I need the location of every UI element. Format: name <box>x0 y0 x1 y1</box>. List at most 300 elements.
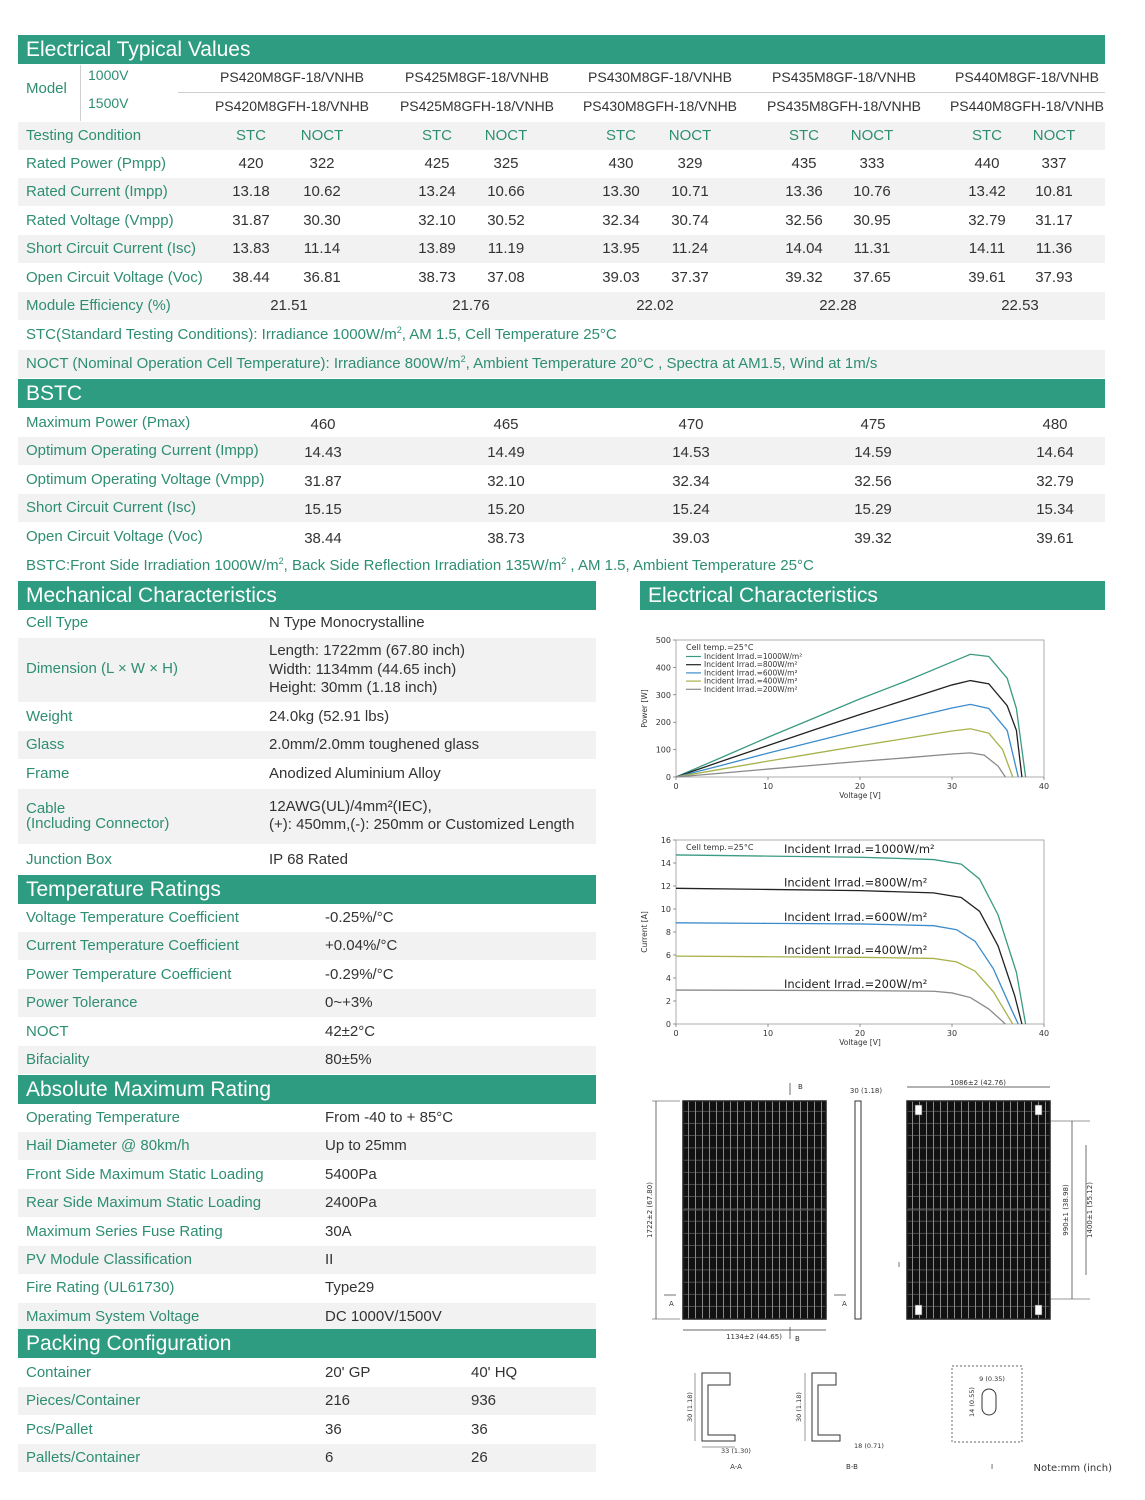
weight-value: 24.0kg (52.91 lbs) <box>269 708 390 725</box>
legend-label: Incident Irrad.=200W/m² <box>704 684 798 694</box>
electrical-row-label: Short Circuit Current (Isc) <box>26 240 197 258</box>
cable-label-line-2: (Including Connector) <box>26 815 170 832</box>
electrical-value: 10.62 <box>303 183 341 201</box>
dim-thickness-top-text: 30 (1.18) <box>849 1087 883 1095</box>
glass-row <box>18 731 596 759</box>
module-side-view <box>850 1087 882 1319</box>
y-tick-label: 0 <box>665 773 671 782</box>
y-tick-label: 12 <box>660 882 671 891</box>
cable-value <box>269 798 575 834</box>
noct-header: NOCT <box>850 127 894 144</box>
bstc-value: 15.29 <box>854 501 892 519</box>
dimension-line: Height: 30mm (1.18 inch) <box>269 679 438 696</box>
dimension-label: Dimension (L × W × H) <box>26 660 178 677</box>
cell-temp-label: Cell temp.=25°C <box>686 643 754 652</box>
absolute-row-value: Up to 25mm <box>325 1137 407 1155</box>
bstc-value: 39.03 <box>672 529 710 547</box>
y-tick-label: 14 <box>660 859 671 868</box>
noct-header: NOCT <box>668 127 712 144</box>
bstc-row <box>18 437 1105 465</box>
testing-condition-label: Testing Condition <box>26 127 142 144</box>
absolute-row-label: Front Side Maximum Static Loading <box>26 1165 264 1183</box>
bstc-note-sup-1: 2 <box>278 556 284 566</box>
cable-value-line-2: (+): 450mm,(-): 250mm or Customized Length <box>269 816 575 833</box>
electrical-value: 11.31 <box>853 240 891 258</box>
efficiency-value: 21.51 <box>270 297 308 314</box>
junction-value: IP 68 Rated <box>269 851 348 868</box>
absolute-row <box>18 1246 596 1274</box>
cable-value-line-1: 12AWG(UL)/4mm²(IEC), <box>269 798 432 815</box>
efficiency-label: Module Efficiency (%) <box>26 297 171 314</box>
electrical-value: 32.34 <box>602 211 640 229</box>
testing-condition-row <box>18 122 1105 150</box>
bstc-value: 14.64 <box>1036 444 1074 462</box>
absolute-row-label: Maximum System Voltage <box>26 1307 200 1325</box>
detail-i <box>952 1366 1022 1471</box>
x-tick-label: 10 <box>762 782 774 791</box>
electrical-row <box>18 178 1105 206</box>
glass-value: 2.0mm/2.0mm toughened glass <box>269 736 480 753</box>
electrical-value: 13.30 <box>602 183 640 201</box>
detail-label: I <box>990 1463 994 1471</box>
stc-header: STC <box>606 127 636 144</box>
temperature-row-label: Power Temperature Coefficient <box>26 965 232 983</box>
bstc-row-label: Short Circuit Current (Isc) <box>26 499 197 517</box>
packing-section-title: Packing Configuration <box>18 1329 596 1358</box>
model-row-divider <box>178 92 1105 93</box>
electrical-value: 13.24 <box>418 183 456 201</box>
electrical-value: 329 <box>677 155 703 172</box>
bstc-row-label: Open Circuit Voltage (Voc) <box>26 527 203 545</box>
y-tick-label: 500 <box>655 636 671 645</box>
electrical-value: 10.81 <box>1035 183 1073 201</box>
electrical-value: 325 <box>493 155 519 172</box>
packing-40hq-value: 36 <box>471 1420 488 1438</box>
electrical-row-label: Rated Power (Pmpp) <box>26 155 167 172</box>
cell-type-label: Cell Type <box>26 614 89 631</box>
y-axis-label: Current [A] <box>640 911 649 953</box>
electrical-value: 337 <box>1041 155 1067 172</box>
electrical-row-label: Rated Voltage (Vmpp) <box>26 211 174 229</box>
packing-40hq-value: 26 <box>471 1449 488 1467</box>
junction-row <box>18 846 596 874</box>
bstc-row <box>18 409 1105 437</box>
y-tick-label: 400 <box>655 663 671 673</box>
bstc-value: 38.44 <box>304 529 342 547</box>
y-tick-label: 300 <box>655 690 671 700</box>
x-axis-label: Voltage [V] <box>839 1038 881 1047</box>
model-1000-name: PS430M8GF-18/VNHB <box>588 69 732 85</box>
packing-40hq-value: 936 <box>471 1392 497 1410</box>
electrical-value: 10.76 <box>853 183 891 201</box>
stc-header: STC <box>422 127 452 144</box>
sec-b-label: B-B <box>846 1463 858 1471</box>
electrical-value: 420 <box>238 155 264 172</box>
stc-header: STC <box>972 127 1002 144</box>
stc-note-a: STC(Standard Testing Conditions): Irradiance 1000W/m <box>26 326 397 343</box>
sec-b-height-text: 30 (1.18) <box>795 1392 803 1422</box>
frame-value: Anodized Aluminium Alloy <box>269 765 441 782</box>
bstc-value: 480 <box>1042 416 1068 433</box>
electrical-value: 11.36 <box>1035 240 1073 258</box>
bstc-row <box>18 523 1105 551</box>
electrical-value: 32.10 <box>418 211 456 229</box>
glass-label: Glass <box>26 736 65 753</box>
x-tick-label: 30 <box>946 782 958 791</box>
x-tick-label: 30 <box>946 1029 958 1038</box>
electrical-value: 13.36 <box>785 183 823 201</box>
temperature-row-value: 42±2°C <box>325 1022 376 1040</box>
drawing-note: Note:mm (inch) <box>1033 1463 1112 1474</box>
electrical-value: 11.24 <box>671 240 709 258</box>
elec-char-section-title: Electrical Characteristics <box>640 581 1105 610</box>
sec-a-height-text: 30 (1.18) <box>686 1392 694 1422</box>
electrical-value: 10.71 <box>671 183 709 201</box>
absolute-row <box>18 1303 596 1331</box>
x-tick-label: 10 <box>762 1029 774 1038</box>
noct-note <box>18 350 1105 378</box>
absolute-row-label: PV Module Classification <box>26 1251 192 1268</box>
frame-row <box>18 760 596 788</box>
series-label: Incident Irrad.=1000W/m² <box>784 841 935 856</box>
dimension-line: Length: 1722mm (67.80 inch) <box>269 642 465 659</box>
x-axis-label: Voltage [V] <box>839 791 881 800</box>
absolute-row-label: Fire Rating (UL61730) <box>26 1279 175 1297</box>
series-label: Incident Irrad.=800W/m² <box>784 875 928 890</box>
electrical-value: 14.04 <box>785 240 823 258</box>
absolute-row-value: Type29 <box>325 1279 375 1297</box>
dimension-value <box>269 642 465 698</box>
series-label: Incident Irrad.=600W/m² <box>784 909 928 924</box>
absolute-section-title: Absolute Maximum Rating <box>18 1075 596 1104</box>
series-label: Incident Irrad.=400W/m² <box>784 943 928 958</box>
packing-20gp-value: 6 <box>325 1449 334 1467</box>
model-1000-name: PS420M8GF-18/VNHB <box>220 69 364 85</box>
packing-row <box>18 1359 596 1387</box>
electrical-row <box>18 264 1105 292</box>
absolute-row <box>18 1161 596 1189</box>
stc-note <box>18 321 1105 349</box>
legend-label: Incident Irrad.=800W/m² <box>704 660 798 670</box>
electrical-row <box>18 207 1105 235</box>
packing-row <box>18 1416 596 1444</box>
temperature-row-label: Power Tolerance <box>26 994 138 1012</box>
electrical-value: 13.95 <box>602 240 640 258</box>
model-1500-name: PS430M8GFH-18/VNHB <box>582 98 738 114</box>
cell-type-value: N Type Monocrystalline <box>269 614 425 631</box>
electrical-value: 39.61 <box>968 268 1006 286</box>
electrical-value: 36.81 <box>303 268 341 286</box>
section-b-b <box>795 1373 884 1471</box>
packing-40hq-value: 40' HQ <box>471 1364 518 1381</box>
bstc-row <box>18 494 1105 522</box>
absolute-row <box>18 1274 596 1302</box>
x-tick-label: 20 <box>854 1029 866 1038</box>
bstc-value: 39.61 <box>1036 529 1074 547</box>
absolute-row-value: 30A <box>325 1222 352 1240</box>
electrical-value: 30.74 <box>671 211 709 229</box>
stc-note-sup: 2 <box>396 325 402 335</box>
electrical-row-label: Open Circuit Voltage (Voc) <box>26 268 203 286</box>
electrical-value: 37.93 <box>1035 268 1073 286</box>
series-line <box>676 990 1005 1024</box>
model-1500-name: PS420M8GFH-18/VNHB <box>214 98 370 114</box>
plot-frame <box>676 840 1044 1024</box>
temperature-row-value: 0~+3% <box>325 994 373 1012</box>
legend-label: Incident Irrad.=400W/m² <box>704 676 798 686</box>
model-row <box>18 65 1105 121</box>
section-a-left: A <box>669 1300 674 1308</box>
absolute-row-label: Rear Side Maximum Static Loading <box>26 1194 262 1212</box>
model-1000-name: PS435M8GF-18/VNHB <box>772 69 916 85</box>
bstc-value: 15.15 <box>304 501 342 519</box>
absolute-row-value: From -40 to + 85°C <box>325 1109 454 1126</box>
bstc-value: 15.34 <box>1036 501 1074 519</box>
efficiency-value: 22.53 <box>1001 297 1039 314</box>
legend-label: Incident Irrad.=600W/m² <box>704 668 798 678</box>
sec-a-width-text: 33 (1.30) <box>721 1447 751 1455</box>
efficiency-value: 22.02 <box>636 297 674 314</box>
electrical-value: 10.66 <box>487 183 525 201</box>
cell-temp-label: Cell temp.=25°C <box>686 843 754 852</box>
absolute-row-value: 5400Pa <box>325 1165 377 1183</box>
stc-note-b: , AM 1.5, Cell Temperature 25°C <box>401 326 617 343</box>
bstc-value: 14.59 <box>854 444 892 462</box>
bstc-note <box>18 552 1105 580</box>
legend-label: Incident Irrad.=1000W/m² <box>704 652 803 661</box>
temperature-row-value: -0.29%/°C <box>325 965 394 983</box>
bstc-value: 38.73 <box>487 529 525 547</box>
electrical-value: 14.11 <box>968 240 1006 258</box>
electrical-row <box>18 150 1105 178</box>
junction-label: Junction Box <box>26 851 112 868</box>
dimension-row <box>18 638 596 702</box>
module-dimension-drawing <box>640 1075 1120 1475</box>
electrical-row <box>18 235 1105 263</box>
model-divider <box>80 65 81 121</box>
electrical-value: 39.03 <box>602 268 640 286</box>
electrical-section-title: Electrical Typical Values <box>18 35 1105 64</box>
packing-row <box>18 1387 596 1415</box>
packing-20gp-value: 20' GP <box>325 1364 371 1381</box>
electrical-value: 13.42 <box>968 183 1006 201</box>
dim-width-back-text: 1086±2 (42.76) <box>950 1079 1006 1087</box>
sec-b-width-text: 18 (0.71) <box>854 1442 884 1450</box>
temperature-row <box>18 961 596 989</box>
y-tick-label: 200 <box>655 718 671 728</box>
temperature-row-value: -0.25%/°C <box>325 909 394 926</box>
y-tick-label: 0 <box>665 1020 671 1029</box>
bstc-value: 14.53 <box>672 444 710 462</box>
efficiency-value: 22.28 <box>819 297 857 314</box>
absolute-row-value: DC 1000V/1500V <box>325 1307 442 1325</box>
absolute-row <box>18 1189 596 1217</box>
detail-14-text: 14 (0.55) <box>968 1387 976 1417</box>
packing-row-label: Pieces/Container <box>26 1392 141 1410</box>
module-back-view <box>898 1079 1094 1319</box>
cell-type-row <box>18 609 596 637</box>
bstc-value: 460 <box>310 416 336 433</box>
stc-header: STC <box>236 127 266 144</box>
electrical-value: 13.83 <box>232 240 270 258</box>
series-label: Incident Irrad.=200W/m² <box>784 977 928 992</box>
bstc-section-title: BSTC <box>18 379 1105 408</box>
absolute-row <box>18 1104 596 1132</box>
packing-row-label: Container <box>26 1364 92 1381</box>
dim-1400-text: 1400±1 (55.12) <box>1086 1182 1094 1238</box>
electrical-value: 31.87 <box>232 211 270 229</box>
dim-width-front-text: 1134±2 (44.65) <box>726 1333 782 1341</box>
y-tick-label: 4 <box>665 974 671 983</box>
x-tick-label: 20 <box>854 782 866 791</box>
absolute-row <box>18 1132 596 1160</box>
noct-header: NOCT <box>1032 127 1076 144</box>
bstc-value: 31.87 <box>304 472 342 490</box>
bstc-value: 39.32 <box>854 529 892 547</box>
cable-label <box>26 801 169 831</box>
packing-20gp-value: 216 <box>325 1392 351 1410</box>
absolute-row-value: II <box>325 1251 334 1268</box>
electrical-value: 30.52 <box>487 211 525 229</box>
absolute-row <box>18 1218 596 1246</box>
bstc-value: 15.20 <box>487 501 525 519</box>
electrical-value: 430 <box>608 155 634 172</box>
cable-row <box>18 789 596 844</box>
temperature-row <box>18 989 596 1017</box>
stc-header: STC <box>789 127 819 144</box>
mechanical-section-title: Mechanical Characteristics <box>18 581 596 610</box>
absolute-row-label: Operating Temperature <box>26 1109 180 1126</box>
model-1500-name: PS435M8GFH-18/VNHB <box>766 98 922 114</box>
bstc-value: 14.49 <box>487 444 525 462</box>
electrical-value: 425 <box>424 155 450 172</box>
x-tick-label: 40 <box>1038 1029 1050 1038</box>
current-voltage-chart <box>638 830 1058 1050</box>
electrical-value: 13.89 <box>418 240 456 258</box>
temperature-row-label: Bifaciality <box>26 1051 90 1068</box>
model-1500-name: PS425M8GFH-18/VNHB <box>399 98 555 114</box>
bstc-note-c: , AM 1.5, Ambient Temperature 25°C <box>566 557 814 574</box>
bstc-value: 465 <box>493 416 519 433</box>
packing-20gp-value: 36 <box>325 1420 342 1438</box>
electrical-value: 11.19 <box>487 240 525 258</box>
temperature-row <box>18 932 596 960</box>
bstc-row <box>18 466 1105 494</box>
electrical-value: 37.37 <box>671 268 709 286</box>
bstc-value: 475 <box>860 416 886 433</box>
x-tick-label: 0 <box>673 782 679 791</box>
series-line <box>676 704 1018 777</box>
electrical-value: 32.79 <box>968 211 1006 229</box>
y-axis-label: Power [W] <box>640 689 649 728</box>
noct-note-a: NOCT (Nominal Operation Cell Temperature): Irradiance 800W/m <box>26 355 461 372</box>
temperature-row-value: 80±5% <box>325 1051 372 1068</box>
frame-label: Frame <box>26 765 70 782</box>
electrical-value: 39.32 <box>785 268 823 286</box>
electrical-value: 38.44 <box>232 268 270 286</box>
temperature-section-title: Temperature Ratings <box>18 875 596 904</box>
model-1000-name: PS425M8GF-18/VNHB <box>405 69 549 85</box>
model-1500-name: PS440M8GFH-18/VNHB <box>949 98 1105 114</box>
noct-header: NOCT <box>300 127 344 144</box>
model-1000-name: PS440M8GF-18/VNHB <box>955 69 1099 85</box>
bstc-row-label: Maximum Power (Pmax) <box>26 414 191 431</box>
electrical-value: 13.18 <box>232 183 270 201</box>
efficiency-value: 21.76 <box>452 297 490 314</box>
temperature-row-label: NOCT <box>26 1022 69 1040</box>
electrical-value: 11.14 <box>303 240 341 258</box>
y-tick-label: 2 <box>665 997 671 1006</box>
detail-9-text: 9 (0.35) <box>979 1375 1005 1383</box>
cable-label-line-1: Cable <box>26 800 66 817</box>
power-voltage-chart <box>638 628 1058 808</box>
weight-label: Weight <box>26 708 73 725</box>
bstc-value: 470 <box>678 416 704 433</box>
bstc-note-a: BSTC:Front Side Irradiation 1000W/m <box>26 557 279 574</box>
y-tick-label: 8 <box>665 928 671 937</box>
detail-i-mark: I <box>898 1261 901 1269</box>
x-tick-label: 40 <box>1038 782 1050 791</box>
absolute-row-label: Hail Diameter @ 80km/h <box>26 1137 190 1155</box>
bstc-value: 15.24 <box>672 501 710 519</box>
packing-row-label: Pallets/Container <box>26 1449 141 1467</box>
temperature-row-label: Current Temperature Coefficient <box>26 937 239 955</box>
electrical-value: 37.08 <box>487 268 525 286</box>
electrical-value: 38.73 <box>418 268 456 286</box>
y-tick-label: 100 <box>655 745 671 755</box>
electrical-value: 30.30 <box>303 211 341 229</box>
section-a-a <box>686 1373 751 1471</box>
model-label: Model <box>26 80 67 97</box>
noct-note-b: , Ambient Temperature 20°C , Spectra at AM1.5, Wind at 1m/s <box>465 355 878 372</box>
absolute-row-label: Maximum Series Fuse Rating <box>26 1222 223 1240</box>
temperature-row-label: Voltage Temperature Coefficient <box>26 909 239 926</box>
efficiency-row <box>18 292 1105 320</box>
packing-row-label: Pcs/Pallet <box>26 1420 93 1438</box>
voltage-1500-label: 1500V <box>88 95 129 111</box>
dim-height-text: 1722±2 (67.80) <box>646 1182 654 1238</box>
electrical-value: 435 <box>791 155 817 172</box>
bstc-row-label: Optimum Operating Current (Impp) <box>26 442 259 460</box>
module-front-view <box>646 1083 847 1343</box>
y-tick-label: 16 <box>660 836 671 845</box>
packing-row <box>18 1444 596 1472</box>
electrical-row-label: Rated Current (Impp) <box>26 183 168 201</box>
y-tick-label: 10 <box>660 905 671 914</box>
electrical-value: 322 <box>309 155 335 172</box>
bstc-note-b: , Back Side Reflection Irradiation 135W/m <box>283 557 562 574</box>
electrical-value: 30.95 <box>853 211 891 229</box>
sec-a-label: A-A <box>730 1463 742 1471</box>
temperature-row <box>18 1018 596 1046</box>
y-tick-label: 6 <box>665 951 671 960</box>
electrical-value: 32.56 <box>785 211 823 229</box>
electrical-value: 440 <box>974 155 1000 172</box>
bstc-value: 32.79 <box>1036 472 1074 490</box>
bstc-row-label: Optimum Operating Voltage (Vmpp) <box>26 470 265 488</box>
bstc-value: 32.56 <box>854 472 892 490</box>
bstc-value: 32.34 <box>672 472 710 490</box>
weight-row <box>18 703 596 731</box>
absolute-row-value: 2400Pa <box>325 1194 377 1212</box>
temperature-row-value: +0.04%/°C <box>325 937 398 955</box>
electrical-value: 31.17 <box>1035 211 1073 229</box>
electrical-value: 37.65 <box>853 268 891 286</box>
section-b-bottom: B <box>795 1335 800 1343</box>
noct-header: NOCT <box>484 127 528 144</box>
dimension-line: Width: 1134mm (44.65 inch) <box>269 660 457 678</box>
temperature-row <box>18 1046 596 1074</box>
